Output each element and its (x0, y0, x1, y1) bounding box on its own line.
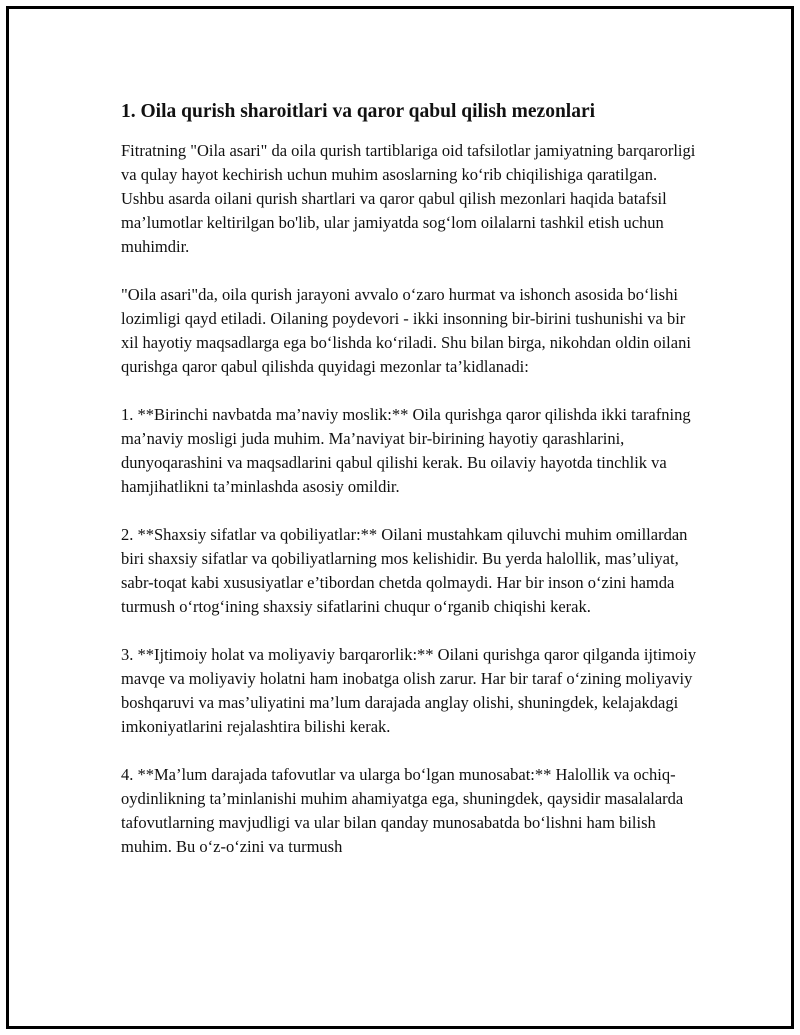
paragraph-criterion-4: 4. **Ma’lum darajada tafovutlar va ularga bo‘lgan munosabat:** Halollik va ochiq-oydinlikning ta’minlanishi muhim ahamiyatga ega, shuningdek, qaysidir masalalarda tafovutlarning mavjudligi va ular bilan qanday munosabatda bo‘lishni ham bilish muhim. Bu o‘z-o‘zini va turmush (121, 765, 684, 856)
paragraph-criterion-3: 3. **Ijtimoiy holat va moliyaviy barqarorlik:** Oilani qurishga qaror qilganda ijtimoiy mavqe va moliyaviy holatni ham inobatga olish zarur. Har bir taraf o‘zining moliyaviy boshqaruvi va mas’uliyatini ma’lum darajada anglay olishi, shuningdek, kelajakdagi imkoniyatlarini rejalashtira bilishi kerak. (121, 645, 697, 736)
paragraph-criterion-2: 2. **Shaxsiy sifatlar va qobiliyatlar:** Oilani mustahkam qiluvchi muhim omillardan biri shaxsiy sifatlar va qobiliyatlarning mos kelishidir. Bu yerda halollik, mas’uliyat, sabr-toqat kabi xususiyatlar e’tibordan chetda qolmaydi. Har bir inson o‘zini hamda turmush o‘rtog‘ining shaxsiy sifatlarini chuqur o‘rganib chiqishi kerak. (121, 525, 688, 616)
section-title: 1. Oila qurish sharoitlari va qaror qabul qilish mezonlari (121, 101, 596, 122)
paragraph-criteria-intro: "Oila asari"da, oila qurish jarayoni avvalo o‘zaro hurmat va ishonch asosida bo‘lishi lozimligi qayd etiladi. Oilaning poydevori - ikki insonning bir-birini tushunishi va bir xil hayotiy maqsadlarga ega bo‘lishda ko‘riladi. Shu bilan birga, nikohdan oldin oilani qurishga qaror qabul qilishda quyidagi mezonlar ta’kidlanadi: (121, 285, 691, 376)
paragraph-intro: Fitratning "Oila asari" da oila qurish tartiblariga oid tafsilotlar jamiyatning barqarorligi va qulay hayot kechirish uchun muhim asoslarning ko‘rib chiqilishiga qaratilgan. Ushbu asarda oilani qurish shartlari va qaror qabul qilish mezonlari haqida batafsil ma’lumotlar keltirilgan bo'lib, ular jamiyatda sog‘lom oilalarni tashkil etish uchun muhimdir. (121, 141, 696, 256)
document-page (6, 6, 794, 1029)
document-body (121, 99, 701, 883)
paragraph-criterion-1: 1. **Birinchi navbatda ma’naviy moslik:** Oila qurishga qaror qilishda ikki tarafning ma’naviy mosligi juda muhim. Ma’naviyat bir-birining hayotiy qarashlarini, dunyoqarashini va maqsadlarini qabul qilishi kerak. Bu oilaviy hayotda tinchlik va hamjihatlikni ta’minlashda asosiy omildir. (121, 405, 691, 496)
